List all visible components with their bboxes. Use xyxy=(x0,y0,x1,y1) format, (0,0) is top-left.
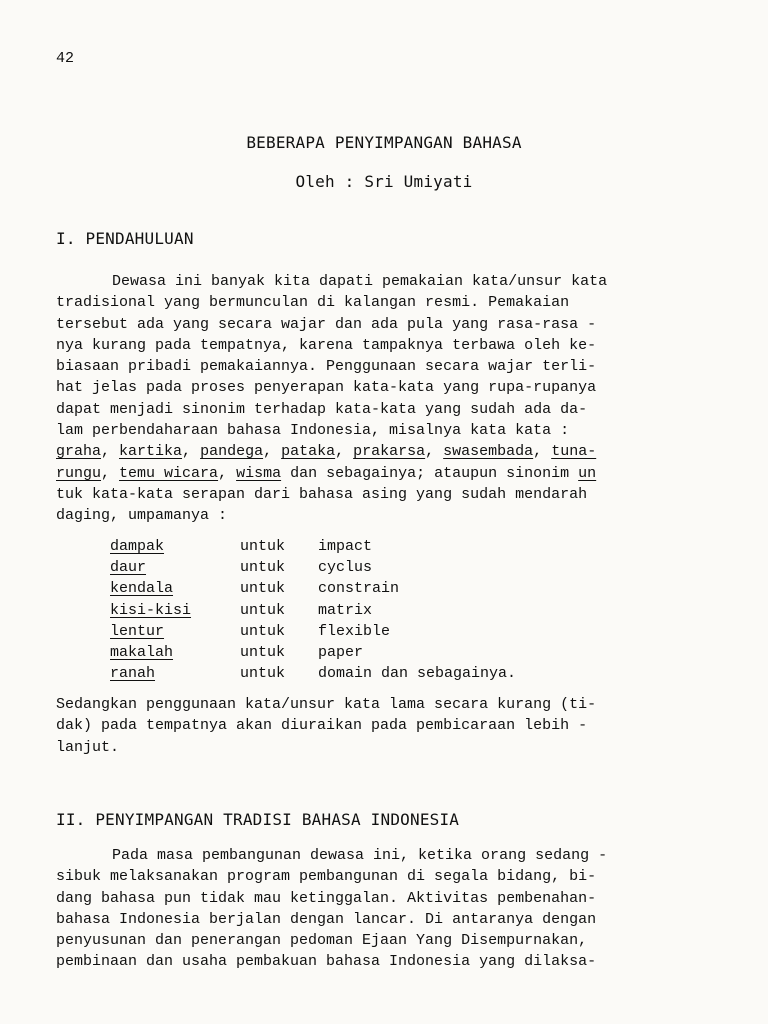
text-line: Pada masa pembangunan dewasa ini, ketika orang sedang - xyxy=(112,847,608,864)
separator: , xyxy=(335,443,354,461)
text-line: pembinaan dan usaha pembakuan bahasa Indonesia yang dilaksa- xyxy=(56,953,597,971)
text-line: tradisional yang bermunculan di kalangan resmi. Pemakaian xyxy=(56,294,570,312)
term-meaning: impact xyxy=(318,538,373,555)
text-line: Sedangkan penggunaan kata/unsur kata lama secara kurang (ti- xyxy=(56,696,597,713)
text-line: penyusunan dan penerangan pedoman Ejaan Yang Disempurnakan, xyxy=(56,932,588,950)
example-word: tuna- xyxy=(551,443,597,461)
separator: , xyxy=(218,464,237,482)
term-word: kendala xyxy=(110,580,174,598)
section-heading-1: I. PENDAHULUAN xyxy=(56,229,194,248)
term-row xyxy=(110,557,516,578)
term-word: dampak xyxy=(110,538,165,555)
text-line: daging, umpamanya : xyxy=(56,507,228,525)
text-line: bahasa Indonesia berjalan dengan lancar. Di antaranya dengan xyxy=(56,910,597,928)
text-line: lam perbendaharaan bahasa Indonesia, misalnya kata kata : xyxy=(56,422,570,440)
section1-paragraph-1 xyxy=(56,271,716,527)
example-word: temu wicara xyxy=(119,464,219,482)
term-connector: untuk xyxy=(240,665,286,683)
term-word: ranah xyxy=(110,665,156,683)
term-row xyxy=(110,621,516,642)
text-line: tersebut ada yang secara wajar dan ada pula yang rasa-rasa - xyxy=(56,315,597,333)
term-word: kisi-kisi xyxy=(110,601,192,619)
text-line: lanjut. xyxy=(56,738,120,756)
example-word: pataka xyxy=(281,443,336,461)
term-row xyxy=(110,600,516,621)
example-word: pandega xyxy=(200,443,264,461)
example-word: un xyxy=(578,464,597,482)
separator: , xyxy=(533,443,552,461)
separator: , xyxy=(425,443,444,461)
article-author: Oleh : Sri Umiyati xyxy=(295,172,473,191)
text-line: dang bahasa pun tidak mau ketinggalan. Aktivitas pembenahan- xyxy=(56,889,597,907)
section2-paragraph-1 xyxy=(56,845,716,973)
term-meaning: domain dan sebagainya. xyxy=(318,665,517,683)
example-word: graha xyxy=(56,443,102,461)
text-line: dapat menjadi sinonim terhadap kata-kata yang sudah ada da- xyxy=(56,400,588,418)
example-word: swasembada xyxy=(443,443,534,461)
text-line: biasaan pribadi pemakaiannya. Penggunaan secara wajar terli- xyxy=(56,358,597,376)
term-row xyxy=(110,642,516,663)
text-line: nya kurang pada tempatnya, karena tampaknya terbawa oleh ke- xyxy=(56,336,597,354)
term-word: lentur xyxy=(110,622,165,640)
text-line: tuk kata-kata serapan dari bahasa asing yang sudah mendarah xyxy=(56,485,588,503)
text-line: Dewasa ini banyak kita dapati pemakaian kata/unsur kata xyxy=(112,273,608,290)
separator: , xyxy=(263,443,282,461)
example-word: prakarsa xyxy=(353,443,426,461)
examples-line-1 xyxy=(56,441,716,462)
term-row xyxy=(110,663,516,684)
example-word: rungu xyxy=(56,464,102,482)
term-meaning: paper xyxy=(318,644,364,662)
term-meaning: flexible xyxy=(318,622,391,640)
term-word: makalah xyxy=(110,644,174,662)
examples-line-2 xyxy=(56,463,716,484)
term-connector: untuk xyxy=(240,622,286,640)
term-word: daur xyxy=(110,559,147,577)
term-list xyxy=(110,536,516,684)
article-title: BEBERAPA PENYIMPANGAN BAHASA xyxy=(246,133,522,152)
separator: , xyxy=(101,464,120,482)
term-meaning: cyclus xyxy=(318,559,373,577)
term-connector: untuk xyxy=(240,538,286,555)
text-line: hat jelas pada proses penyerapan kata-kata yang rupa-rupanya xyxy=(56,379,597,397)
separator: , xyxy=(182,443,201,461)
term-connector: untuk xyxy=(240,559,286,577)
term-connector: untuk xyxy=(240,644,286,662)
text-line: sibuk melaksanakan program pembangunan di segala bidang, bi- xyxy=(56,868,597,886)
term-connector: untuk xyxy=(240,580,286,598)
separator: , xyxy=(101,443,120,461)
example-word: kartika xyxy=(119,443,183,461)
section-heading-2: II. PENYIMPANGAN TRADISI BAHASA INDONESIA xyxy=(56,810,460,829)
page-number: 42 xyxy=(56,50,75,67)
text-line: dak) pada tempatnya akan diuraikan pada pembicaraan lebih - xyxy=(56,717,588,735)
term-row xyxy=(110,536,516,557)
term-meaning: constrain xyxy=(318,580,400,598)
term-row xyxy=(110,578,516,599)
term-connector: untuk xyxy=(240,601,286,619)
term-meaning: matrix xyxy=(318,601,373,619)
example-word: wisma xyxy=(236,464,282,482)
text-fragment: dan sebagainya; ataupun sinonim xyxy=(281,464,579,482)
section1-paragraph-2 xyxy=(56,694,716,758)
